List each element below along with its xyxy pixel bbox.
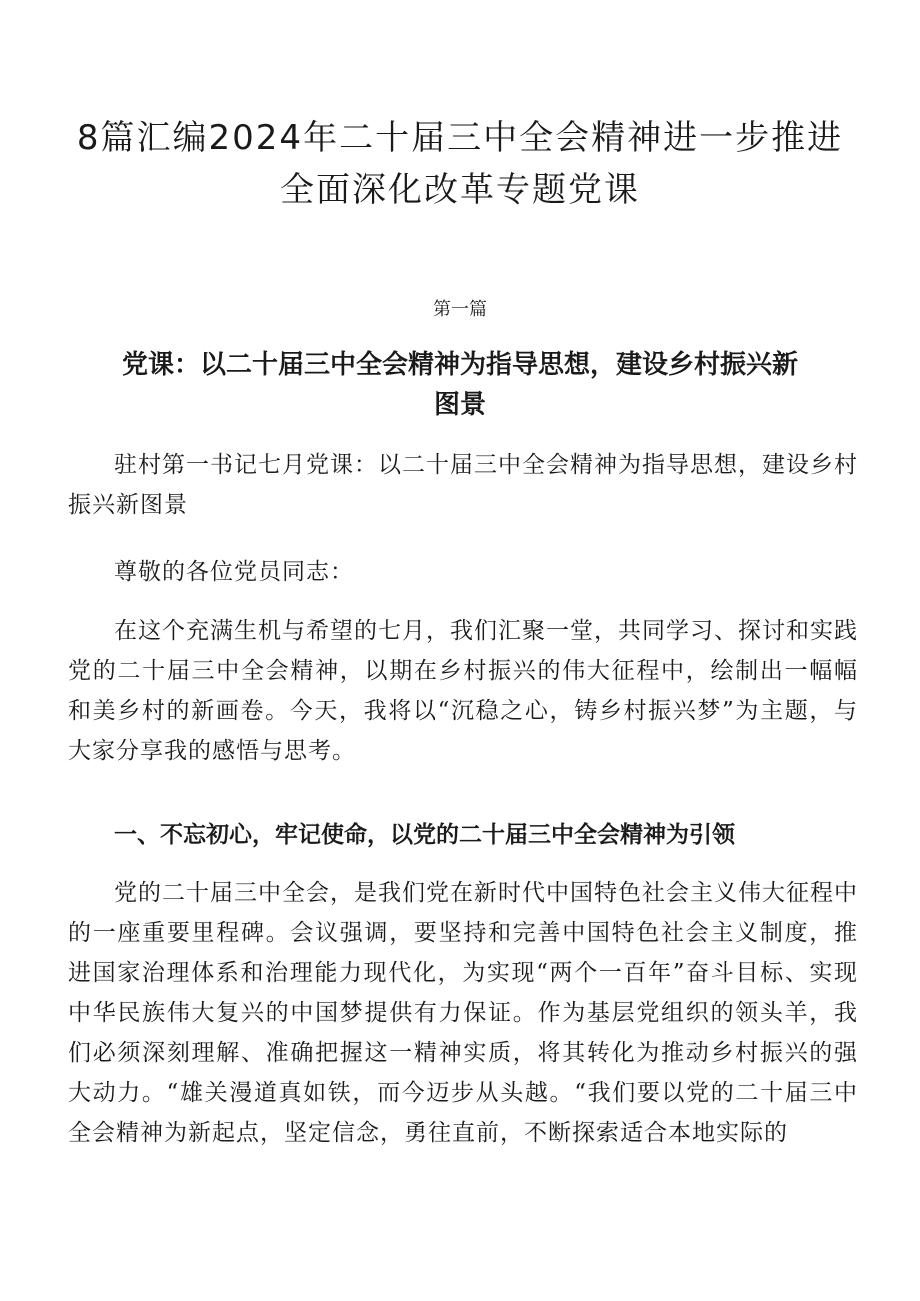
body-paragraph: 在这个充满生机与希望的七月，我们汇聚一堂，共同学习、探讨和实践党的二十届三中全会精神，以期在乡村振兴的伟大征程中，绘制出一幅幅和美乡村的新画卷。今天，我将以“沉稳之心，铸乡村振兴梦”为主题，与大家分享我的感悟与思考。: [68, 618, 858, 764]
body-paragraph: 驻村第一书记七月党课：以二十届三中全会精神为指导思想，建设乡村振兴新图景: [68, 452, 858, 518]
section-heading: 一、不忘初心，牢记使命，以党的二十届三中全会精神为引领: [114, 822, 735, 848]
section-label: 第一篇: [433, 299, 487, 320]
document-title: 8篇汇编2024年二十届三中全会精神进一步推进全面深化改革专题党课: [76, 118, 844, 210]
lesson-title: 党课：以二十届三中全会精神为指导思想，建设乡村振兴新图景: [121, 350, 798, 420]
body-paragraph: 党的二十届三中全会，是我们党在新时代中国特色社会主义伟大征程中的一座重要里程碑。会议强调，要坚持和完善中国特色社会主义制度，推进国家治理体系和治理能力现代化，为实现“两个一百年”奋斗目标、实现中华民族伟大复兴的中国梦提供有力保证。作为基层党组织的领头羊，我们必须深刻理解、准确把握这一精神实质，将其转化为推动乡村振兴的强大动力。“雄关漫道真如铁，而今迈步从头越。“我们要以党的二十届三中全会精神为新起点，坚定信念，勇往直前，不断探索适合本地实际的: [68, 880, 858, 1146]
salutation: 尊敬的各位党员同志：: [114, 559, 354, 585]
